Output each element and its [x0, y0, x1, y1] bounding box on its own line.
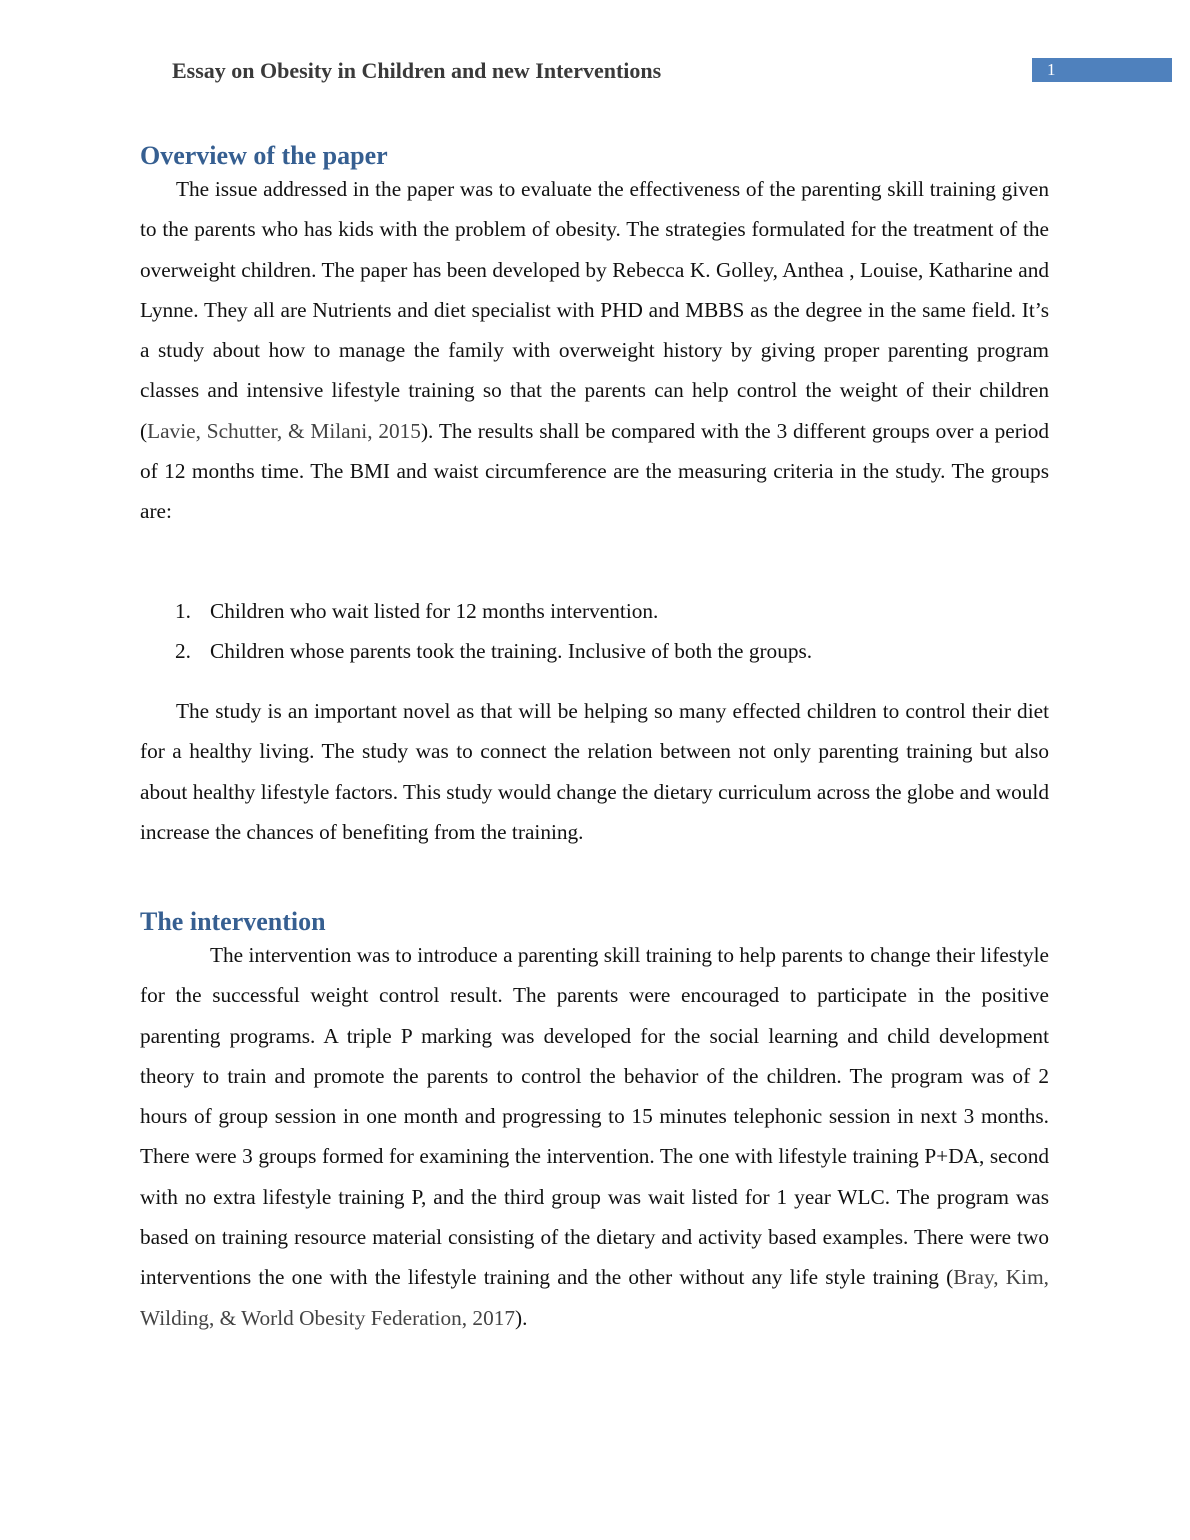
page-number-badge: 1	[1032, 58, 1172, 82]
study-paragraph: The study is an important novel as that will be helping so many effected children to control their diet for a healthy living. The study was to connect the relation between not only parenting training but also about healthy lifestyle factors. This study would change the dietary curriculum across the globe and would increase the chances of benefiting from the training.	[140, 699, 1049, 844]
list-item	[140, 631, 1049, 671]
list-item-text: Children whose parents took the training. Inclusive of both the groups.	[210, 639, 813, 663]
overview-text: The issue addressed in the paper was to evaluate the effectiveness of the parenting skill training given to the parents who has kids with the problem of obesity. The strategies formulated for the treatment of the overweight children. The paper has been developed by Rebecca K. Golley, Anthea , Louise, Katharine and Lynne. They all are Nutrients and diet specialist with PHD and MBBS as the degree in the same field. It’s a study about how to manage the family with overweight history by giving proper parenting program classes and intensive lifestyle training so that the parents can help control the weight of their children (	[140, 177, 1049, 443]
overview-paragraph	[140, 169, 1049, 532]
groups-list	[140, 591, 1049, 671]
citation-bray: Bray, Kim, Wilding, & World Obesity Federation, 2017	[140, 1265, 1049, 1330]
intervention-paragraph	[140, 935, 1049, 1338]
section-heading-overview: Overview of the paper	[140, 141, 388, 170]
intervention-text-tail: ).	[515, 1305, 528, 1330]
list-item-text: Children who wait listed for 12 months intervention.	[210, 599, 659, 623]
list-item-number: 2.	[175, 639, 191, 663]
overview-text-tail: ). The results shall be compared with the 3 different groups over a period of 12 months time. The BMI and waist circumference are the measuring criteria in the study. The groups are:	[140, 418, 1049, 524]
list-item	[140, 591, 1049, 631]
intervention-text: The intervention was to introduce a parenting skill training to help parents to change their lifestyle for the successful weight control result. The parents were encouraged to participate in the positive parenting programs. A triple P marking was developed for the social learning and child development theory to train and promote the parents to control the behavior of the children. The program was of 2 hours of group session in one month and progressing to 15 minutes telephonic session in next 3 months. There were 3 groups formed for examining the intervention. The one with lifestyle training P+DA, second with no extra lifestyle training P, and the third group was wait listed for 1 year WLC. The program was based on training resource material consisting of the dietary and activity based examples. There were two interventions the one with the lifestyle training and the other without any life style training (	[140, 943, 1049, 1290]
section-heading-intervention: The intervention	[140, 907, 326, 936]
citation-lavie: Lavie, Schutter, & Milani, 2015	[147, 418, 421, 443]
document-header-title: Essay on Obesity in Children and new Interventions	[172, 58, 662, 83]
list-item-number: 1.	[175, 599, 191, 623]
